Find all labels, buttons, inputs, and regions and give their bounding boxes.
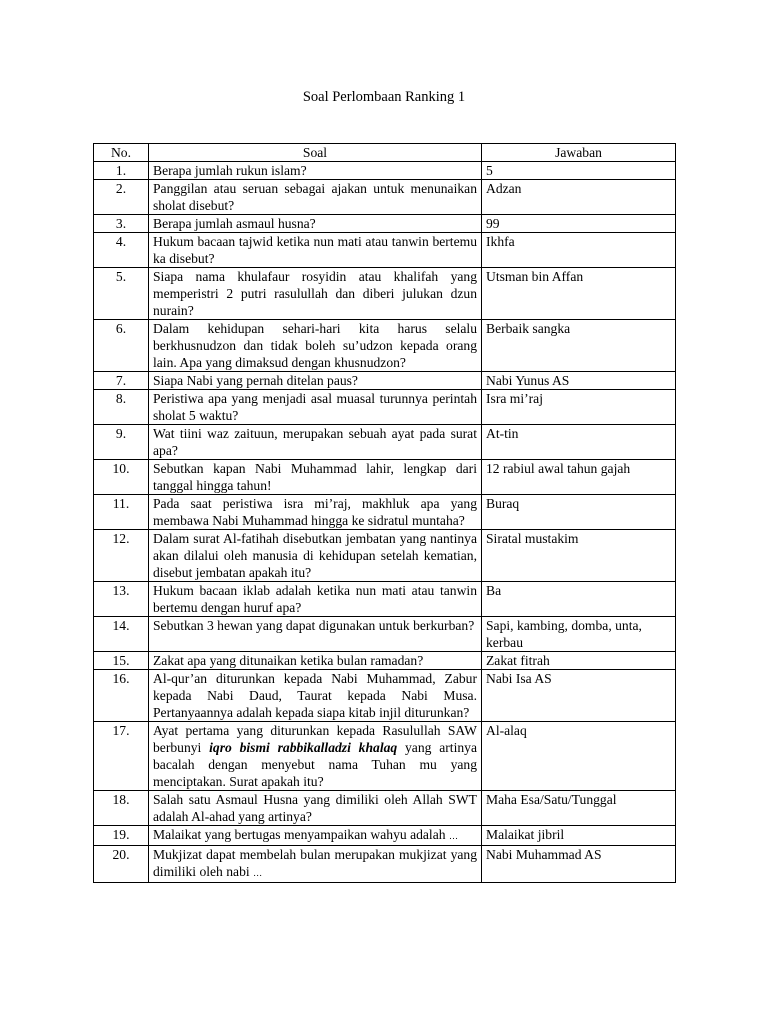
- question-cell: Salah satu Asmaul Husna yang dimiliki oleh Allah SWT adalah Al-ahad yang artinya?: [149, 791, 482, 826]
- table-row: [94, 425, 676, 460]
- row-number: 14.: [94, 617, 149, 652]
- question-cell: Sebutkan 3 hewan yang dapat digunakan untuk berkurban?: [149, 617, 482, 652]
- answer-cell: Utsman bin Affan: [482, 268, 676, 320]
- question-text: Mukjizat dapat membelah bulan merupakan mukjizat yang dimiliki oleh nabi: [153, 847, 477, 879]
- quiz-table: [93, 143, 676, 883]
- row-number: 2.: [94, 180, 149, 215]
- answer-cell: 12 rabiul awal tahun gajah: [482, 460, 676, 495]
- row-number: 11.: [94, 495, 149, 530]
- ellipsis: …: [448, 831, 459, 841]
- table-row: [94, 530, 676, 582]
- question-cell: Siapa nama khulafaur rosyidin atau khalifah yang memperistri 2 putri rasulullah dan diberi julukan dzun nurain?: [149, 268, 482, 320]
- question-cell: Siapa Nabi yang pernah ditelan paus?: [149, 372, 482, 390]
- answer-cell: Nabi Muhammad AS: [482, 846, 676, 883]
- table-row: [94, 617, 676, 652]
- question-cell: Zakat apa yang ditunaikan ketika bulan ramadan?: [149, 652, 482, 670]
- question-cell: Berapa jumlah rukun islam?: [149, 162, 482, 180]
- question-cell: Dalam surat Al-fatihah disebutkan jembatan yang nantinya akan dilalui oleh manusia di kehidupan setelah kematian, disebut jembatan apakah itu?: [149, 530, 482, 582]
- table-row: [94, 268, 676, 320]
- question-cell: Al-qur’an diturunkan kepada Nabi Muhammad, Zabur kepada Nabi Daud, Taurat kepada Nabi Musa. Pertanyaannya adalah kepada siapa kitab injil diturunkan?: [149, 670, 482, 722]
- answer-cell: Al-alaq: [482, 722, 676, 791]
- question-cell: Peristiwa apa yang menjadi asal muasal turunnya perintah sholat 5 waktu?: [149, 390, 482, 425]
- table-row: [94, 670, 676, 722]
- ellipsis: …: [253, 868, 264, 878]
- answer-cell: Sapi, kambing, domba, unta, kerbau: [482, 617, 676, 652]
- question-cell: Hukum bacaan iklab adalah ketika nun mati atau tanwin bertemu dengan huruf apa?: [149, 582, 482, 617]
- table-row: [94, 372, 676, 390]
- row-number: 1.: [94, 162, 149, 180]
- arabic-verse-text: iqro bismi rabbikalladzi khalaq: [209, 740, 398, 755]
- question-cell: Wat tiini waz zaituun, merupakan sebuah ayat pada surat apa?: [149, 425, 482, 460]
- answer-cell: At-tin: [482, 425, 676, 460]
- answer-cell: Ikhfa: [482, 233, 676, 268]
- table-row: [94, 320, 676, 372]
- question-cell: [149, 846, 482, 883]
- question-cell: Dalam kehidupan sehari-hari kita harus selalu berkhusnudzon dan tidak boleh su’udzon kepada orang lain. Apa yang dimaksud dengan khusnudzon?: [149, 320, 482, 372]
- question-cell: Panggilan atau seruan sebagai ajakan untuk menunaikan sholat disebut?: [149, 180, 482, 215]
- question-text-after: yang artinya bacalah dengan menyebut nama Tuhan mu yang menciptakan. Surat apakah itu?: [153, 740, 477, 789]
- table-row: [94, 495, 676, 530]
- page-title: Soal Perlombaan Ranking 1: [302, 89, 466, 105]
- row-number: 20.: [94, 846, 149, 883]
- answer-cell: Buraq: [482, 495, 676, 530]
- row-number: 10.: [94, 460, 149, 495]
- answer-cell: Adzan: [482, 180, 676, 215]
- answer-cell: Zakat fitrah: [482, 652, 676, 670]
- answer-cell: 5: [482, 162, 676, 180]
- row-number: 12.: [94, 530, 149, 582]
- table-row: [94, 846, 676, 883]
- row-number: 9.: [94, 425, 149, 460]
- question-text-before: Ayat pertama yang diturunkan kepada Rasulullah SAW berbunyi: [153, 723, 477, 755]
- answer-cell: Isra mi’raj: [482, 390, 676, 425]
- answer-cell: Berbaik sangka: [482, 320, 676, 372]
- table-row: [94, 791, 676, 826]
- answer-cell: Malaikat jibril: [482, 826, 676, 846]
- table-row: [94, 652, 676, 670]
- row-number: 17.: [94, 722, 149, 791]
- answer-cell: Ba: [482, 582, 676, 617]
- answer-cell: Siratal mustakim: [482, 530, 676, 582]
- row-number: 8.: [94, 390, 149, 425]
- question-text: Malaikat yang bertugas menyampaikan wahyu adalah: [153, 827, 446, 842]
- table-row: [94, 215, 676, 233]
- row-number: 19.: [94, 826, 149, 846]
- table-row: [94, 390, 676, 425]
- answer-cell: Maha Esa/Satu/Tunggal: [482, 791, 676, 826]
- answer-cell: Nabi Yunus AS: [482, 372, 676, 390]
- row-number: 5.: [94, 268, 149, 320]
- question-cell: [149, 722, 482, 791]
- table-header-row: [94, 144, 676, 162]
- table-row: [94, 722, 676, 791]
- row-number: 16.: [94, 670, 149, 722]
- table-row: [94, 180, 676, 215]
- question-cell: [149, 826, 482, 846]
- answer-cell: Nabi Isa AS: [482, 670, 676, 722]
- table-row: [94, 582, 676, 617]
- row-number: 13.: [94, 582, 149, 617]
- row-number: 15.: [94, 652, 149, 670]
- table-row: [94, 162, 676, 180]
- table-row: [94, 233, 676, 268]
- row-number: 6.: [94, 320, 149, 372]
- header-no: No.: [94, 144, 149, 162]
- question-cell: Sebutkan kapan Nabi Muhammad lahir, lengkap dari tanggal hingga tahun!: [149, 460, 482, 495]
- table-row: [94, 460, 676, 495]
- row-number: 18.: [94, 791, 149, 826]
- row-number: 4.: [94, 233, 149, 268]
- row-number: 3.: [94, 215, 149, 233]
- row-number: 7.: [94, 372, 149, 390]
- answer-cell: 99: [482, 215, 676, 233]
- question-cell: Pada saat peristiwa isra mi’raj, makhluk apa yang membawa Nabi Muhammad hingga ke sidratul muntaha?: [149, 495, 482, 530]
- question-cell: Berapa jumlah asmaul husna?: [149, 215, 482, 233]
- table-row: [94, 826, 676, 846]
- header-jawaban: Jawaban: [482, 144, 676, 162]
- question-cell: Hukum bacaan tajwid ketika nun mati atau tanwin bertemu ka disebut?: [149, 233, 482, 268]
- header-soal: Soal: [149, 144, 482, 162]
